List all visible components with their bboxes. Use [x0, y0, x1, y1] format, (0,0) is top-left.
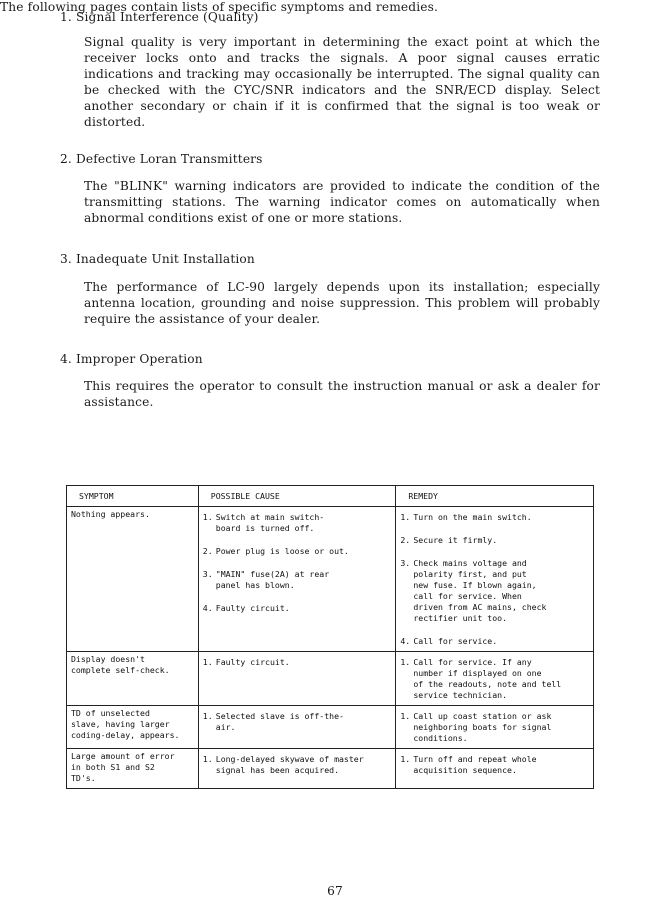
remedy-item-text: Call up coast station or ask neighboring boats for signal conditions. [413, 711, 552, 743]
section-2-heading: 2. Defective Loran Transmitters [60, 152, 263, 166]
header-remedy: REMEDY [396, 486, 594, 507]
cause-item [203, 512, 392, 534]
cause-item [203, 569, 392, 591]
remedy-item [400, 711, 589, 744]
cause-item [203, 546, 392, 557]
remedy-item-number: 1. [400, 512, 411, 522]
remedy-item-text: Call for service. If any number if displayed on one of the readouts, note and tell service technician. [413, 657, 562, 700]
page-number: 67 [327, 884, 343, 898]
cause-item-text: "MAIN" fuse(2A) at rear panel has blown. [215, 569, 330, 590]
cause-item-number: 4. [202, 603, 213, 613]
remedy-cell [396, 507, 594, 652]
cause-item-text: Power plug is loose or out. [215, 546, 349, 556]
remedy-item-text: Turn off and repeat whole acquisition sequence. [413, 754, 537, 775]
possible-cause-cell [198, 652, 396, 706]
section-2-body: The "BLINK" warning indicators are provided to indicate the condition of the transmitting stations. The warning indicator comes on automatically when abnormal conditions exist of one or more stations. [84, 179, 600, 225]
symptom-cell [67, 749, 199, 789]
remedy-item-text: Check mains voltage and polarity first, and put new fuse. If blown again, call for service. When driven from AC mains, check rectifier unit too. [413, 558, 547, 623]
cause-item-number: 1. [202, 711, 213, 721]
section-3-heading: 3. Inadequate Unit Installation [60, 252, 255, 266]
table-row [67, 706, 594, 749]
remedy-item-number: 1. [400, 657, 411, 667]
cause-item-text: Faulty circuit. [215, 657, 290, 667]
remedy-item-number: 1. [400, 754, 411, 764]
section-1-body: Signal quality is very important in determining the exact point at which the receiver locks onto and tracks the signals. A poor signal causes erratic indications and tracking may occasionally be interrupted. The signal quality can be checked with the CYC/SNR indicators and the SNR/ECD display. Select another secondary or chain if it is confirmed that the signal is too weak or distorted. [84, 35, 600, 129]
cause-item [203, 603, 392, 614]
cause-item-text: Faulty circuit. [215, 603, 290, 613]
remedy-item-text: Turn on the main switch. [413, 512, 532, 522]
cause-item-number: 1. [202, 657, 213, 667]
remedy-item [400, 754, 589, 776]
cause-item-text: Long-delayed skywave of master signal has been acquired. [215, 754, 364, 775]
intro-text: The following pages contain lists of specific symptoms and remedies. [0, 0, 439, 14]
troubleshooting-table [66, 485, 594, 789]
symptom-text: Nothing appears. [71, 509, 150, 519]
section-4-heading: 4. Improper Operation [60, 352, 203, 366]
cause-item-number: 1. [202, 512, 213, 522]
cause-item-number: 2. [202, 546, 213, 556]
cause-item-number: 1. [202, 754, 213, 764]
table-row [67, 749, 594, 789]
remedy-cell [396, 706, 594, 749]
symptom-text: TD of unselected slave, having larger coding-delay, appears. [71, 708, 180, 740]
table-row [67, 507, 594, 652]
header-symptom: SYMPTOM [67, 486, 199, 507]
remedy-item-text: Call for service. [413, 636, 498, 646]
remedy-item-number: 2. [400, 535, 411, 545]
remedy-item [400, 657, 589, 701]
symptom-cell [67, 706, 199, 749]
section-1-heading: 1. Signal Interference (Quality) [60, 10, 259, 24]
remedy-item-number: 4. [400, 636, 411, 646]
possible-cause-cell [198, 749, 396, 789]
remedy-item-number: 3. [400, 558, 411, 568]
section-4-body: This requires the operator to consult the instruction manual or ask a dealer for assistance. [84, 379, 600, 409]
remedy-item [400, 512, 589, 523]
remedy-item [400, 558, 589, 624]
remedy-item [400, 636, 589, 647]
remedy-cell [396, 652, 594, 706]
cause-item [203, 657, 392, 668]
table-row [67, 652, 594, 706]
cause-item [203, 711, 392, 733]
symptom-cell [67, 652, 199, 706]
remedy-item-number: 1. [400, 711, 411, 721]
cause-item-text: Selected slave is off-the- air. [215, 711, 344, 732]
remedy-item-text: Secure it firmly. [413, 535, 498, 545]
possible-cause-cell [198, 507, 396, 652]
table-body [67, 507, 594, 789]
cause-item-number: 3. [202, 569, 213, 579]
remedy-cell [396, 749, 594, 789]
section-3-body: The performance of LC-90 largely depends upon its installation; especially antenna location, grounding and noise suppression. This problem will probably require the assistance of your dealer. [84, 280, 600, 326]
possible-cause-cell [198, 706, 396, 749]
remedy-item [400, 535, 589, 546]
header-possible-cause: POSSIBLE CAUSE [198, 486, 396, 507]
symptom-cell [67, 507, 199, 652]
table-header-row [67, 486, 594, 507]
cause-item [203, 754, 392, 776]
symptom-text: Display doesn't complete self-check. [71, 654, 170, 675]
cause-item-text: Switch at main switch- board is turned off. [215, 512, 325, 533]
symptom-text: Large amount of error in both S1 and S2 TD's. [71, 751, 175, 783]
